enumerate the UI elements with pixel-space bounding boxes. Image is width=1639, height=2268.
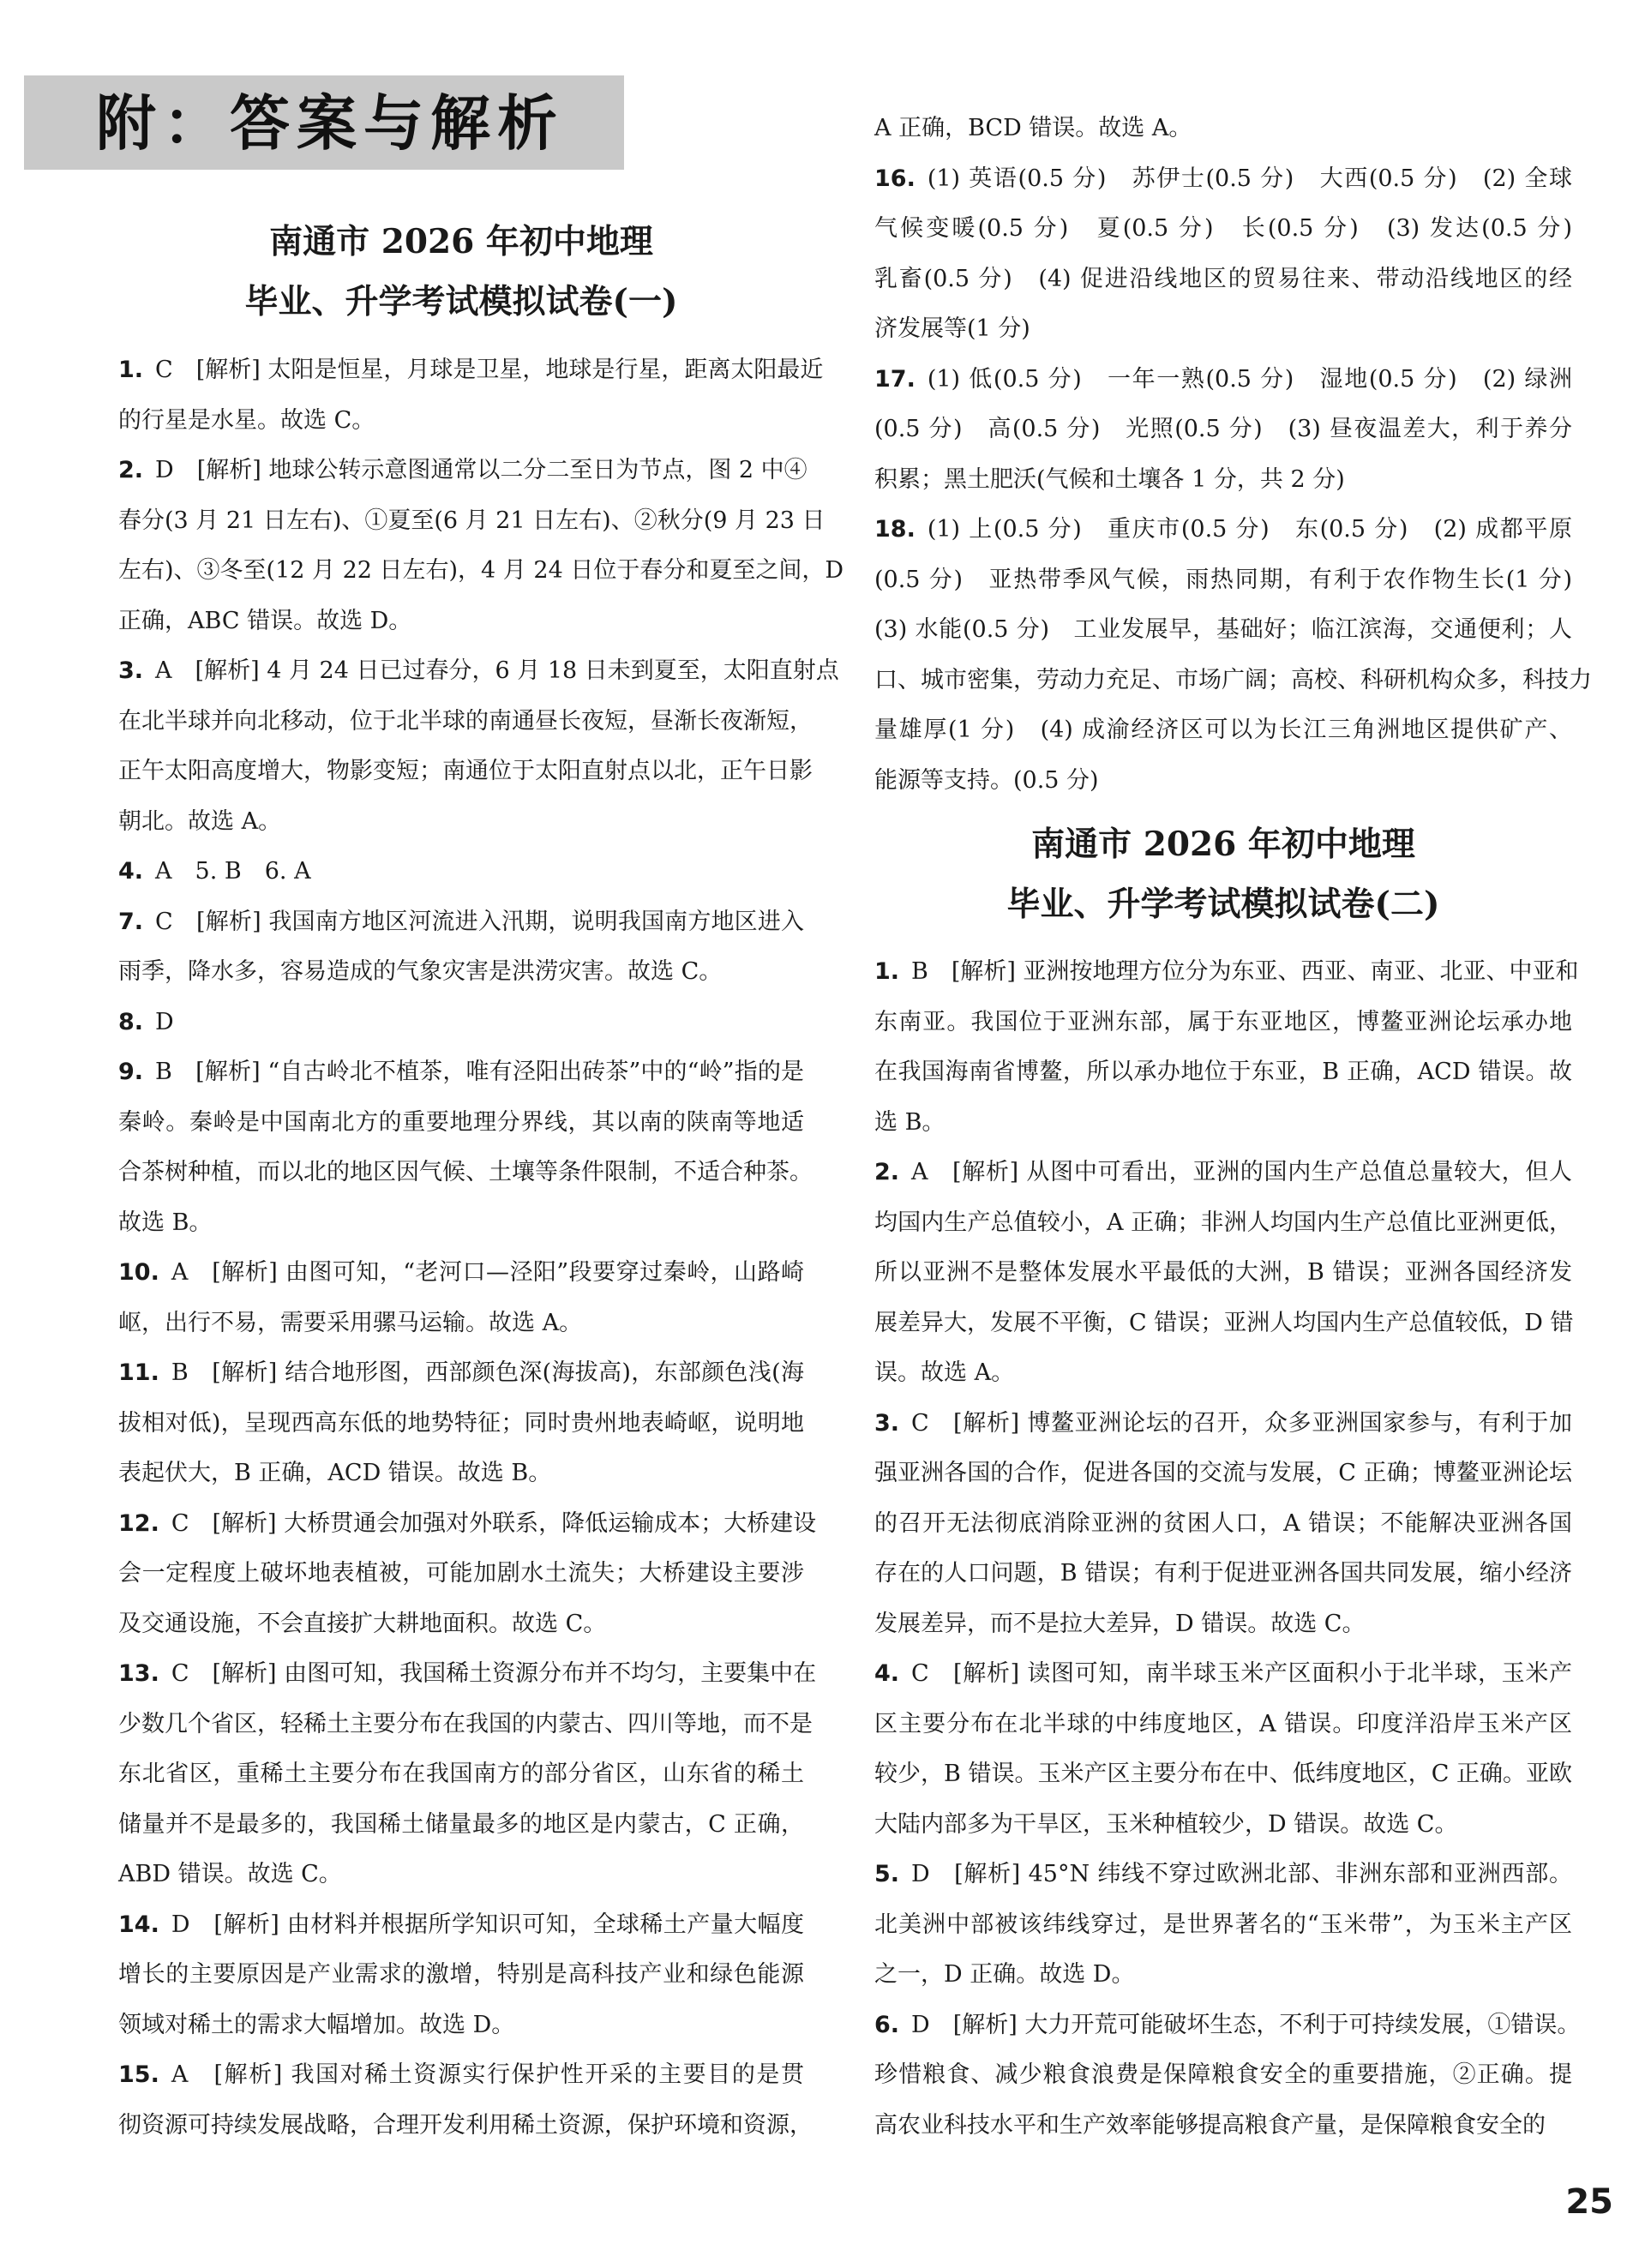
answer-text: ABD 错误。故选 C。 <box>118 1861 342 1887</box>
answer-text: 雨季，降水多，容易造成的气象灾害是洪涝灾害。故选 C。 <box>118 958 723 985</box>
right-answers-2 <box>874 947 1581 2151</box>
answer-line <box>118 1700 813 1750</box>
answer-line <box>874 1248 1572 1299</box>
answer-line <box>118 1950 804 2001</box>
answer-line <box>118 1499 817 1550</box>
section-2-title-line2: 毕业、升学考试模拟试卷(二) <box>1006 885 1440 924</box>
answer-text: 气候变暖(0.5 分) 夏(0.5 分) 长(0.5 分) (3) 发达(0.5 分) <box>874 215 1572 242</box>
answer-text: 在北半球并向北移动，位于北半球的南通昼长夜短，昼渐长夜渐短， <box>118 707 813 735</box>
answer-text: (0.5 分) 亚热带季风气候，雨热同期，有利于农作物生长(1 分) <box>874 566 1572 593</box>
answer-number: 18. <box>874 516 916 543</box>
answer-text: A [解析] 由图可知，“老河口—泾阳”段要穿过秦岭，山路崎 <box>171 1259 804 1286</box>
answer-line <box>874 1499 1572 1550</box>
answer-line <box>874 555 1572 606</box>
answer-text: C [解析] 太阳是恒星，月球是卫星，地球是行星，距离太阳最近 <box>155 357 824 383</box>
answer-number: 6. <box>874 2011 900 2038</box>
answer-number: 5. <box>874 1861 900 1887</box>
answer-line <box>874 405 1572 455</box>
answer-number: 15. <box>118 2061 159 2088</box>
answer-text: 左右)、③冬至(12 月 22 日左右)，4 月 24 日位于春分和夏至之间，D <box>118 557 844 584</box>
answer-text: 储量并不是最多的，我国稀土储量最多的地区是内蒙古，C 正确， <box>118 1810 804 1838</box>
answer-line <box>874 355 1572 405</box>
answer-line <box>874 154 1572 205</box>
left-answers <box>118 345 844 2151</box>
answer-number: 7. <box>118 908 144 935</box>
answer-text: 正午太阳高度增大，物影变短；南通位于太阳直射点以北，正午日影 <box>118 758 813 784</box>
answer-line <box>118 747 813 797</box>
answer-number: 4. <box>874 1660 900 1687</box>
answer-line <box>118 2101 813 2151</box>
answer-text: 强亚洲各国的合作，促进各国的交流与发展，C 正确；博鳌亚洲论坛 <box>874 1460 1572 1486</box>
answer-line <box>118 847 804 897</box>
answer-item <box>874 505 1592 806</box>
answer-line <box>118 2050 804 2101</box>
answer-text: 量雄厚(1 分) (4) 成渝经济区可以为长江三角洲地区提供矿产、 <box>874 717 1572 743</box>
answer-text: 合茶树种植，而以北的地区因气候、土壤等条件限制，不适合种茶。 <box>118 1159 813 1185</box>
answer-line <box>874 1749 1572 1800</box>
answer-text: D [解析] 大力开荒可能破坏生态，不利于可持续发展，①错误。 <box>911 2011 1581 2038</box>
answer-text: 误。故选 A。 <box>874 1359 1015 1386</box>
answer-text: (0.5 分) 高(0.5 分) 光照(0.5 分) (3) 昼夜温差大，利于养分 <box>874 416 1572 442</box>
answer-text: 少数几个省区，轻稀土主要分布在我国的内蒙古、四川等地，而不是 <box>118 1710 813 1737</box>
answer-text: 拔相对低)，呈现西高东低的地势特征；同时贵州地表崎岖，说明地 <box>118 1409 804 1437</box>
answer-item <box>118 1499 817 1650</box>
answer-line <box>874 1549 1572 1599</box>
answer-line <box>874 455 1572 506</box>
answer-line <box>118 646 839 697</box>
answer-line <box>118 1900 804 1951</box>
answer-text: 高农业科技水平和生产效率能够提高粮食产量，是保障粮食安全的 <box>874 2111 1546 2139</box>
answer-line <box>874 1449 1572 1499</box>
answer-line <box>874 1900 1572 1951</box>
answer-line <box>118 1098 804 1149</box>
answer-number: 1. <box>118 357 144 383</box>
answer-line <box>118 597 804 647</box>
answer-text: 及交通设施，不会直接扩大耕地面积。故选 C。 <box>118 1610 607 1637</box>
answer-line <box>874 1299 1572 1349</box>
answer-line <box>874 1148 1572 1198</box>
answer-line <box>874 2001 1581 2051</box>
answer-text: D <box>155 1008 174 1035</box>
answer-text: C [解析] 由图可知，我国稀土资源分布并不均匀，主要集中在 <box>171 1660 817 1687</box>
answer-text: 能源等支持。(0.5 分) <box>874 766 1099 794</box>
answer-text: 表起伏大，B 正确，ACD 错误。故选 B。 <box>118 1460 552 1486</box>
answer-line <box>118 897 804 948</box>
answer-item <box>874 1399 1572 1650</box>
answer-item <box>118 1348 804 1499</box>
answer-item <box>118 1248 804 1348</box>
answer-item <box>118 1900 804 2051</box>
answer-line <box>118 1399 804 1449</box>
answer-line <box>118 345 824 396</box>
answer-number: 16. <box>874 165 916 192</box>
answer-text: 岖，出行不易，需要采用骡马运输。故选 A。 <box>118 1309 583 1336</box>
answer-line <box>118 1348 804 1399</box>
answer-line <box>874 204 1572 255</box>
answer-line <box>874 2101 1572 2151</box>
answer-text: A [解析] 4 月 24 日已过春分，6 月 18 日未到夏至，太阳直射点 <box>155 657 839 684</box>
answer-text: 故选 B。 <box>118 1209 213 1236</box>
answer-text: 存在的人口问题，B 错误；有利于促进亚洲各国共同发展，缩小经济 <box>874 1560 1572 1587</box>
answer-item <box>874 2001 1581 2151</box>
answer-line <box>874 1800 1572 1851</box>
answer-item <box>874 1148 1572 1399</box>
answer-line <box>874 756 1572 807</box>
section-1-title-line2: 毕业、升学考试模拟试卷(一) <box>244 282 678 321</box>
answer-line <box>118 546 844 597</box>
answer-line <box>874 1850 1572 1900</box>
answer-text: (1) 上(0.5 分) 重庆市(0.5 分) 东(0.5 分) (2) 成都平原 <box>927 516 1572 543</box>
answer-line <box>874 1649 1572 1700</box>
answer-number: 2. <box>874 1159 900 1185</box>
answer-line <box>118 1850 804 1900</box>
answer-line <box>874 255 1572 305</box>
answer-text: D [解析] 45°N 纬线不穿过欧洲北部、非洲东部和亚洲西部。 <box>911 1861 1572 1887</box>
answer-line <box>874 1599 1572 1650</box>
answer-text: C [解析] 我国南方地区河流进入汛期，说明我国南方地区进入 <box>155 908 804 935</box>
answer-item <box>118 446 844 646</box>
answer-item <box>118 1649 817 1900</box>
answer-text: 大陆内部多为干旱区，玉米种植较少，D 错误。故选 C。 <box>874 1810 1458 1838</box>
answer-text: 之一，D 正确。故选 D。 <box>874 1961 1135 1988</box>
answer-item <box>874 154 1572 355</box>
answer-text: 选 B。 <box>874 1108 946 1136</box>
answer-line <box>118 496 826 547</box>
answer-line <box>118 396 804 447</box>
answer-text: D [解析] 地球公转示意图通常以二分二至日为节点，图 2 中④ <box>155 457 807 483</box>
answer-text: (3) 水能(0.5 分) 工业发展早，基础好；临江滨海，交通便利；人 <box>874 616 1572 643</box>
answer-line <box>118 1299 804 1349</box>
answer-item <box>118 847 804 897</box>
answer-line <box>118 1800 804 1851</box>
answer-line <box>118 697 813 747</box>
answer-text: B [解析] 亚洲按地理方位分为东亚、西亚、南亚、北亚、中亚和 <box>911 958 1579 985</box>
answer-text: 彻资源可持续发展战略，合理开发利用稀土资源，保护环境和资源， <box>118 2111 813 2139</box>
answer-line <box>118 1549 804 1599</box>
answer-item <box>118 998 804 1048</box>
answer-text: 区主要分布在北半球的中纬度地区，A 错误。印度洋沿岸玉米产区 <box>874 1710 1572 1737</box>
answer-line <box>874 1198 1572 1249</box>
answer-item <box>118 345 824 446</box>
answer-text: 东南亚。我国位于亚洲东部，属于东亚地区，博鳌亚洲论坛承办地 <box>874 1008 1572 1035</box>
answer-item <box>874 355 1572 506</box>
answer-text: C [解析] 博鳌亚洲论坛的召开，众多亚洲国家参与，有利于加 <box>911 1409 1572 1437</box>
answer-text: A 正确，BCD 错误。故选 A。 <box>874 115 1192 141</box>
answer-number: 2. <box>118 457 144 483</box>
answer-text: (1) 低(0.5 分) 一年一熟(0.5 分) 湿地(0.5 分) (2) 绿洲 <box>927 365 1572 393</box>
answer-line <box>874 1348 1572 1399</box>
answer-text: 的召开无法彻底消除亚洲的贫困人口，A 错误；不能解决亚洲各国 <box>874 1509 1572 1537</box>
page-number: 25 <box>1565 2182 1613 2222</box>
answer-text: 春分(3 月 21 日左右)、①夏至(6 月 21 日左右)、②秋分(9 月 23 日 <box>118 507 826 534</box>
answer-text: 北美洲中部被该纬线穿过，是世界著名的“玉米带”，为玉米主产区 <box>874 1911 1572 1938</box>
answer-text: 增长的主要原因是产业需求的激增，特别是高科技产业和绿色能源 <box>118 1961 804 1988</box>
answer-line <box>874 705 1572 756</box>
answer-number: 11. <box>118 1359 159 1386</box>
answer-text: 济发展等(1 分) <box>874 315 1030 342</box>
answer-item <box>874 1850 1572 2001</box>
answer-item <box>874 104 1572 154</box>
answer-text: 乳畜(0.5 分) (4) 促进沿线地区的贸易往来、带动沿线地区的经 <box>874 265 1572 292</box>
answer-line <box>874 1047 1572 1098</box>
answer-text: 正确，ABC 错误。故选 D。 <box>118 607 412 634</box>
answer-text: 朝北。故选 A。 <box>118 807 282 835</box>
answer-text: 均国内生产总值较小，A 正确；非洲人均国内生产总值比亚洲更低， <box>874 1209 1572 1236</box>
answer-line <box>874 1098 1572 1149</box>
answer-number: 14. <box>118 1911 159 1938</box>
answer-item <box>118 1047 813 1248</box>
answer-line <box>118 446 807 496</box>
answer-line <box>118 1599 804 1650</box>
answer-text: A [解析] 从图中可看出，亚洲的国内生产总值总量较大，但人 <box>911 1159 1572 1185</box>
answer-line <box>874 1700 1572 1750</box>
answer-text: B [解析] 结合地形图，西部颜色深(海拔高)，东部颜色浅(海 <box>171 1359 804 1386</box>
answer-text: B [解析] “自古岭北不植茶，唯有泾阳出砖茶”中的“岭”指的是 <box>155 1059 804 1085</box>
answer-item <box>874 1649 1572 1850</box>
answer-line <box>874 1399 1572 1449</box>
right-answers <box>874 104 1592 806</box>
answer-text: 口、城市密集，劳动力充足、市场广阔；高校、科研机构众多，科技力 <box>874 666 1592 693</box>
answer-text: C [解析] 大桥贯通会加强对外联系，降低运输成本；大桥建设 <box>171 1509 817 1537</box>
answer-text: 秦岭。秦岭是中国南北方的重要地理分界线，其以南的陕南等地适 <box>118 1108 804 1136</box>
answer-number: 9. <box>118 1059 144 1085</box>
section-1-title-line1: 南通市 2026 年初中地理 <box>269 222 653 261</box>
answer-number: 17. <box>874 365 916 393</box>
answer-line <box>874 505 1572 555</box>
answer-line <box>118 2001 804 2051</box>
answer-number: 3. <box>874 1409 900 1437</box>
answer-text: A 5. B 6. A <box>155 858 311 885</box>
answer-number: 3. <box>118 657 144 684</box>
answer-number: 8. <box>118 1008 144 1035</box>
answer-line <box>874 1950 1572 2001</box>
answer-text: 展差异大，发展不平衡，C 错误；亚洲人均国内生产总值较低，D 错 <box>874 1309 1574 1336</box>
answer-number: 4. <box>118 858 144 885</box>
answer-line <box>874 656 1592 706</box>
answer-line <box>118 1449 804 1499</box>
answer-line <box>874 947 1579 998</box>
answer-line <box>118 947 804 998</box>
answer-line <box>874 998 1572 1048</box>
answer-text: 发展差异，而不是拉大差异，D 错误。故选 C。 <box>874 1610 1366 1637</box>
answer-text: 所以亚洲不是整体发展水平最低的大洲，B 错误；亚洲各国经济发 <box>874 1259 1572 1286</box>
answer-line <box>118 1047 804 1098</box>
answer-line <box>874 2050 1572 2101</box>
answer-text: D [解析] 由材料并根据所学知识可知，全球稀土产量大幅度 <box>171 1911 804 1938</box>
answer-line <box>118 998 804 1048</box>
banner-title: 附：答案与解析 <box>96 88 564 159</box>
answer-item <box>118 897 804 998</box>
answer-number: 13. <box>118 1660 159 1687</box>
answer-number: 12. <box>118 1509 159 1537</box>
answer-line <box>118 1198 804 1249</box>
answer-item <box>118 2050 813 2151</box>
answer-number: 1. <box>874 958 900 985</box>
answer-text: 会一定程度上破坏地表植被，可能加剧水土流失；大桥建设主要涉 <box>118 1560 804 1587</box>
answer-item <box>118 646 839 847</box>
answer-text: C [解析] 读图可知，南半球玉米产区面积小于北半球，玉米产 <box>911 1660 1572 1687</box>
answer-text: 领域对稀土的需求大幅增加。故选 D。 <box>118 2011 515 2038</box>
answer-line <box>118 1148 813 1198</box>
answer-text: (1) 英语(0.5 分) 苏伊士(0.5 分) 大西(0.5 分) (2) 全球 <box>927 165 1572 192</box>
answer-text: 较少，B 错误。玉米产区主要分布在中、低纬度地区，C 正确。亚欧 <box>874 1761 1572 1787</box>
answer-text: 在我国海南省博鳌，所以承办地位于东亚，B 正确，ACD 错误。故 <box>874 1059 1572 1085</box>
answer-text: 的行星是水星。故选 C。 <box>118 406 375 434</box>
answer-line <box>118 1749 804 1800</box>
answer-text: A [解析] 我国对稀土资源实行保护性开采的主要目的是贯 <box>171 2061 804 2088</box>
answer-line <box>874 104 1572 154</box>
answer-text: 珍惜粮食、减少粮食浪费是保障粮食安全的重要措施，②正确。提 <box>874 2061 1572 2088</box>
answer-text: 积累；黑土肥沃(气候和土壤各 1 分，共 2 分) <box>874 465 1345 493</box>
answer-line <box>118 1649 817 1700</box>
answer-number: 10. <box>118 1259 159 1286</box>
answer-line <box>118 1248 804 1299</box>
answer-line <box>118 797 804 848</box>
answer-item <box>874 947 1579 1148</box>
answer-text: 东北省区，重稀土主要分布在我国南方的部分省区，山东省的稀土 <box>118 1761 804 1787</box>
answer-line <box>874 605 1572 656</box>
answer-line <box>874 304 1572 355</box>
section-2-title-line1: 南通市 2026 年初中地理 <box>1031 825 1415 864</box>
